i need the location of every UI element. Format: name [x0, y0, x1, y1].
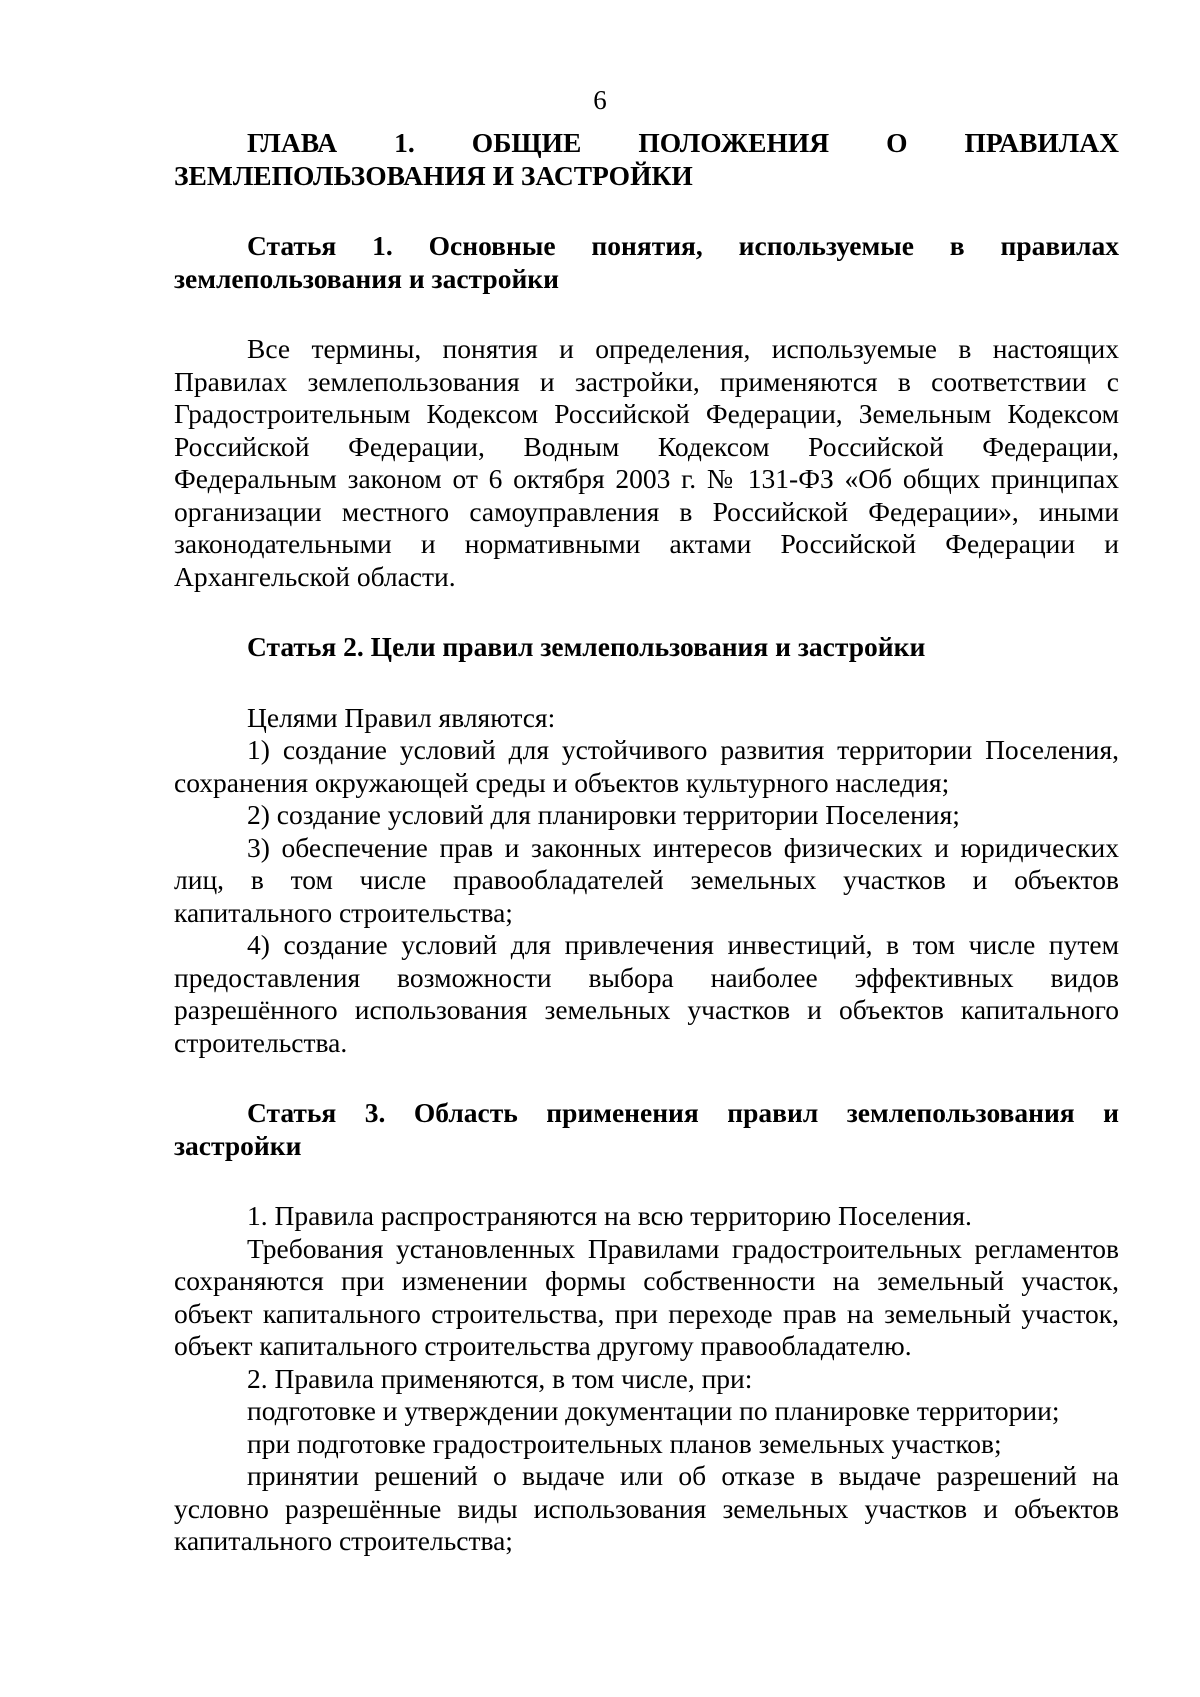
article-3-paragraph: 1. Правила распространяются на всю территорию Поселения. [247, 1200, 972, 1231]
spacer [174, 593, 1119, 631]
article-1-paragraph: Все термины, понятия и определения, используемые в настоящих Правилах землепользования и застройки, применяются в соответствии с Градостроительным Кодексом Российской Федерации, Земельным Кодексом Российской Федерации, Водным Кодексом Российской Федерации, Федеральным законом от 6 октября 2003 г. № 131-ФЗ «Об общих принципах организации местного самоуправления в Российской Федерации», иными законодательными и нормативными актами Российской Федерации и Архангельской области. [174, 333, 1119, 592]
article-2-title: Статья 2. Цели правил землепользования и застройки [247, 631, 926, 662]
article-3-paragraph: при подготовке градостроительных планов земельных участков; [247, 1427, 1002, 1459]
article-3-paragraph: 2. Правила применяются, в том числе, при: [247, 1362, 753, 1394]
article-3-title: Статья 3. Область применения правил землепользования и застройки [174, 1097, 1119, 1161]
article-1-title: Статья 1. Основные понятия, используемые в правилах землепользования и застройки [174, 230, 1119, 294]
article-2-paragraph: Целями Правил являются: [247, 701, 556, 733]
article-2-paragraph: 3) обеспечение прав и законных интересов физических и юридических лиц, в том числе правообладателей земельных участков и объектов капитального строительства; [174, 831, 1119, 928]
spacer [174, 1162, 1119, 1200]
article-3-paragraph: принятии решений о выдаче или об отказе в выдаче разрешений на условно разрешённые виды использования земельных участков и объектов капитального строительства; [174, 1460, 1119, 1556]
article-3-paragraph: Требования установленных Правилами градостроительных регламентов сохраняются при изменении формы собственности на земельный участок, объект капитального строительства, при переходе прав на земельный участок, объект капитального строительства другому правообладателю. [174, 1232, 1119, 1361]
article-3-paragraph: подготовке и утверждении документации по планировке территории; [247, 1395, 1060, 1426]
spacer [174, 192, 1119, 230]
chapter-title: ГЛАВА 1. ОБЩИЕ ПОЛОЖЕНИЯ О ПРАВИЛАХ ЗЕМЛЕПОЛЬЗОВАНИЯ И ЗАСТРОЙКИ [174, 127, 1119, 191]
article-2-paragraph: 2) создание условий для планировки территории Поселения; [247, 799, 960, 830]
spacer [174, 295, 1119, 333]
article-2-paragraph: 4) создание условий для привлечения инвестиций, в том числе путем предоставления возможности выбора наиболее эффективных видов разрешённого использования земельных участков и объектов капитального строительства. [174, 929, 1119, 1058]
document-body [174, 127, 1119, 1558]
page-number: 6 [593, 85, 607, 115]
spacer [174, 1059, 1119, 1097]
spacer [174, 664, 1119, 702]
article-2-paragraph: 1) создание условий для устойчивого развития территории Поселения, сохранения окружающей среды и объектов культурного наследия; [174, 734, 1119, 798]
